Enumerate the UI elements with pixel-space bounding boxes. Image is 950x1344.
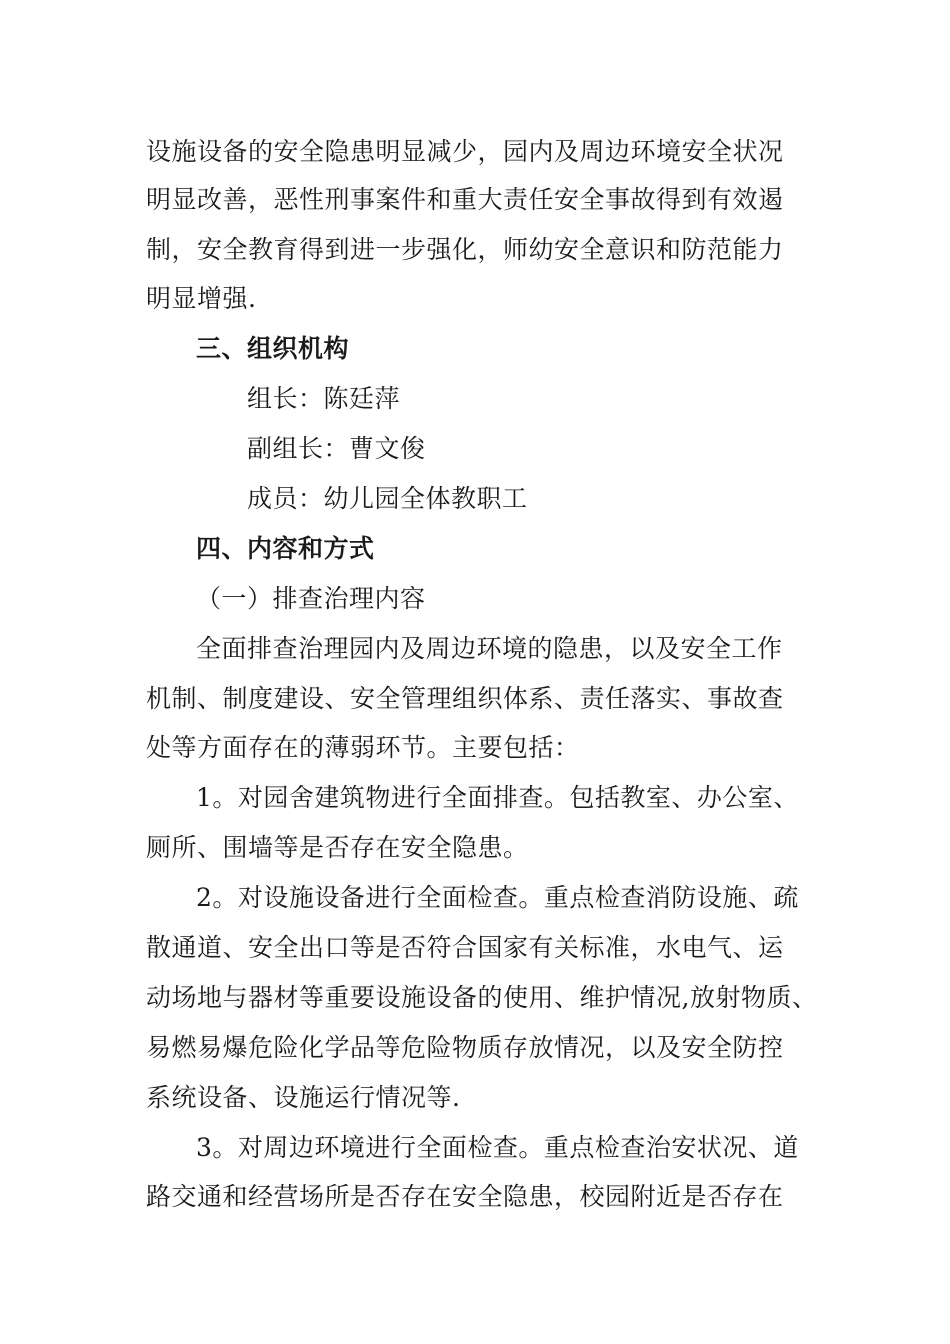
item-1-line-1: 1。对园舍建筑物进行全面排查。包括教室、办公室、 [196, 783, 799, 812]
item-2-line-5: 系统设备、设施运行情况等. [146, 1083, 461, 1112]
section-4-heading: 四、内容和方式 [196, 534, 375, 563]
item-2-line-3: 动场地与器材等重要设施设备的使用、维护情况,放射物质、 [146, 983, 818, 1012]
item-2-line-2: 散通道、安全出口等是否符合国家有关标准，水电气、运 [146, 933, 784, 962]
intro-line-4: 明显增强. [146, 284, 257, 313]
para-1-line-3: 处等方面存在的薄弱环节。主要包括： [146, 733, 580, 762]
intro-line-2: 明显改善，恶性刑事案件和重大责任安全事故得到有效遏 [146, 185, 784, 214]
org-deputy-leader: 副组长：曹文俊 [247, 434, 426, 463]
intro-line-1: 设施设备的安全隐患明显减少，园内及周边环境安全状况 [146, 137, 784, 166]
intro-line-3: 制，安全教育得到进一步强化，师幼安全意识和防范能力 [146, 235, 784, 264]
para-1-line-1: 全面排查治理园内及周边环境的隐患，以及安全工作 [196, 634, 783, 663]
item-2-line-4: 易燃易爆危险化学品等危险物质存放情况，以及安全防控 [146, 1033, 784, 1062]
org-leader: 组长：陈廷萍 [247, 384, 401, 413]
subsection-1-heading: （一）排查治理内容 [196, 584, 426, 613]
item-1-line-2: 厕所、围墙等是否存在安全隐患。 [146, 833, 529, 862]
section-3-heading: 三、组织机构 [196, 334, 350, 363]
item-3-line-2: 路交通和经营场所是否存在安全隐患，校园附近是否存在 [146, 1182, 784, 1211]
org-members: 成员：幼儿园全体教职工 [247, 484, 528, 513]
item-3-line-1: 3。对周边环境进行全面检查。重点检查治安状况、道 [196, 1133, 799, 1162]
item-2-line-1: 2。对设施设备进行全面检查。重点检查消防设施、疏 [196, 883, 799, 912]
para-1-line-2: 机制、制度建设、安全管理组织体系、责任落实、事故查 [146, 684, 784, 713]
